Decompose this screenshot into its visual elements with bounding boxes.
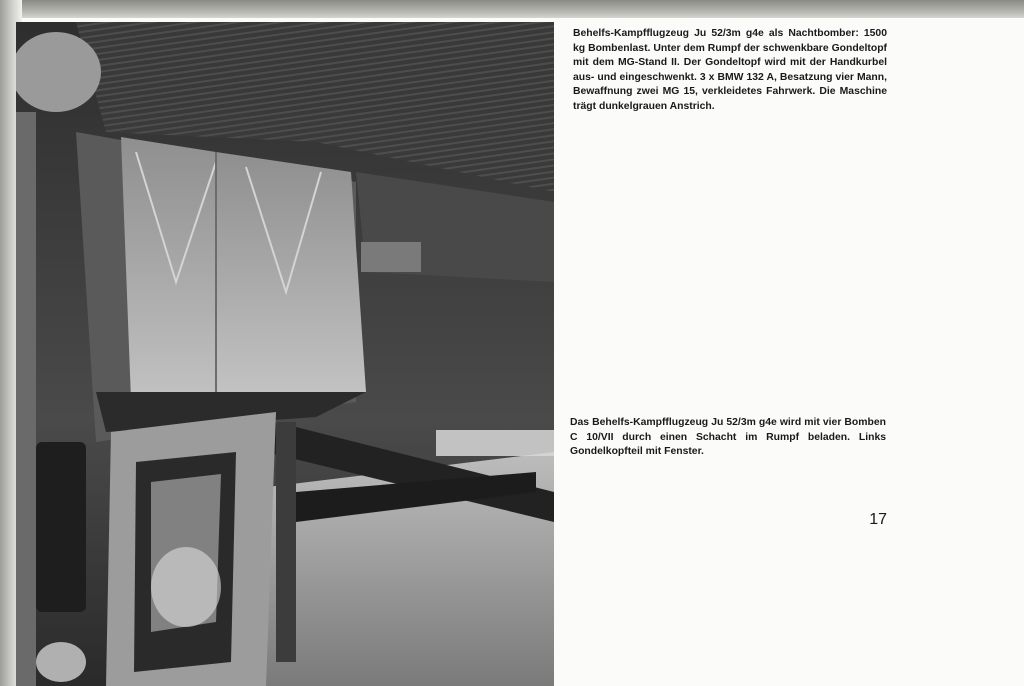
page-number: 17: [869, 511, 887, 528]
caption-upper: Behelfs-Kampfflugzeug Ju 52/3m g4e als Nachtbomber: 1500 kg Bombenlast. Unter dem Rumpf der schwenkbare Gondeltopf mit dem MG-Stand II. Der Gondeltopf wird mit der Handkurbel aus- und eingeschwenkt. 3 x BMW 132 A, Besatzung vier Mann, Bewaffnung zwei MG 15, verkleidetes Fahrwerk. Die Maschine trägt dunkelgrauen Anstrich.: [573, 28, 887, 112]
caption-lower: Das Behelfs-Kampfflugzeug Ju 52/3m g4e wird mit vier Bomben C 10/VII durch einen Schacht im Rumpf beladen. Links Gondelkopfteil mit Fenster.: [570, 417, 886, 458]
aircraft-photo: [16, 22, 554, 686]
